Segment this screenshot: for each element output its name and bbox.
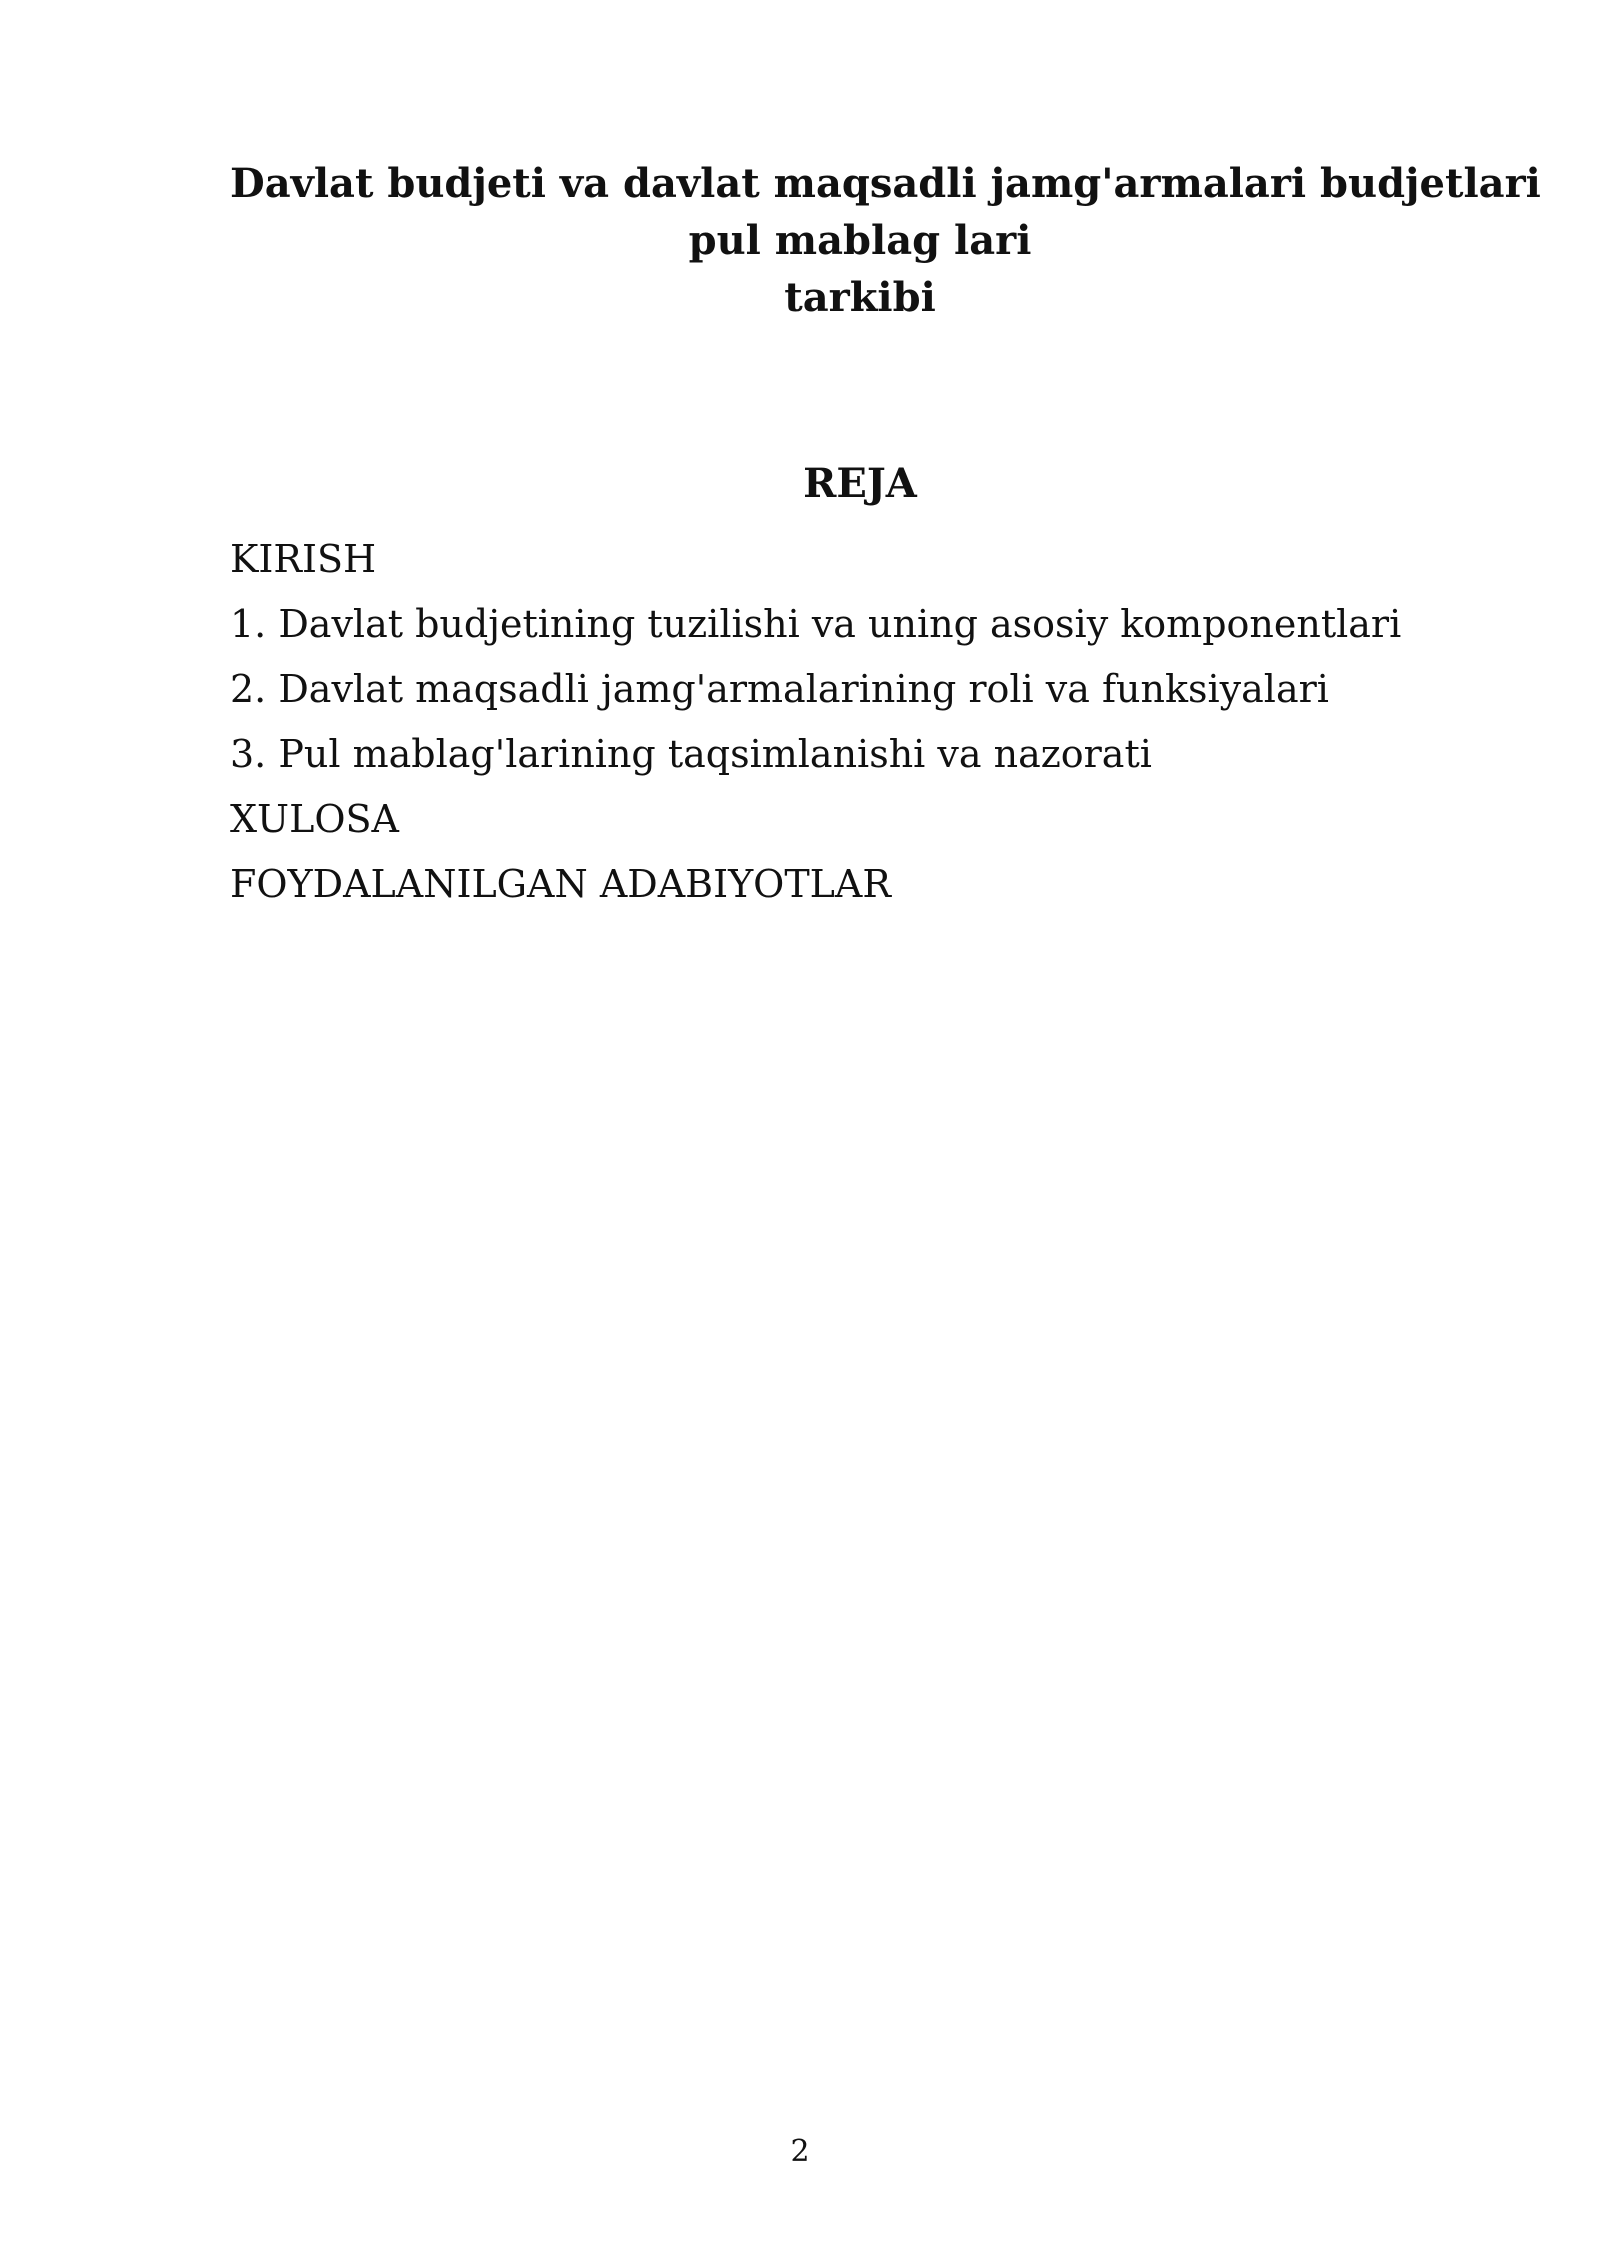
- page-number: 2: [790, 2134, 810, 2169]
- plan-item-3: 3. Pul mablag'larining taqsimlanishi va nazorati: [230, 732, 1152, 776]
- plan-item-2: 2. Davlat maqsadli jamg'armalarining roli va funksiyalari: [230, 667, 1329, 711]
- plan-item-conclusion: XULOSA: [230, 797, 399, 841]
- plan-item-references: FOYDALANILGAN ADABIYOTLAR: [230, 862, 891, 906]
- title-line-1: Davlat budjeti va davlat maqsadli jamg'armalari budjetlari: [230, 160, 1541, 207]
- plan-list: [230, 527, 1401, 917]
- document-title: [230, 155, 1541, 326]
- title-line-3: tarkibi: [784, 274, 936, 321]
- plan-item-1: 1. Davlat budjetining tuzilishi va uning asosiy komponentlari: [230, 602, 1402, 646]
- plan-heading: REJA: [803, 460, 917, 507]
- plan-item-introduction: KIRISH: [230, 537, 377, 581]
- title-line-2: pul mablag lari: [688, 217, 1032, 264]
